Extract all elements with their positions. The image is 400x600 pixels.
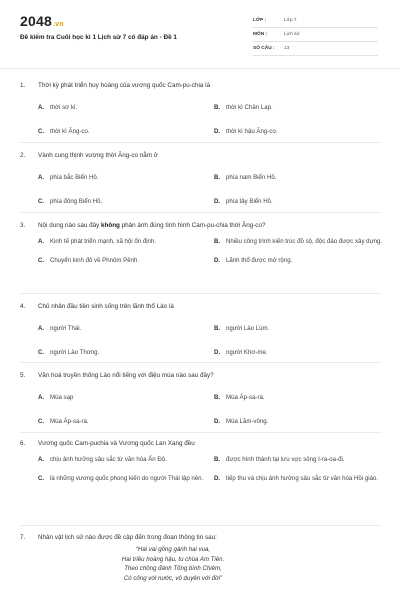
option-letter: B. [214, 394, 221, 401]
option-text: người Lào Thơng. [50, 348, 100, 356]
option-text: Nhiều công trình kiến trúc đồ sộ, độc đáo được xây dựng. [226, 238, 383, 245]
option-letter: A. [38, 174, 45, 181]
question-divider [20, 142, 382, 143]
logo-suffix: .vn [52, 21, 64, 28]
option-d[interactable] [214, 349, 384, 358]
option-text: Múa sạp [50, 394, 74, 401]
info-row-subject [253, 28, 378, 42]
option-letter: A. [38, 104, 45, 111]
options [38, 325, 382, 357]
option-letter: A. [38, 394, 45, 401]
option-b[interactable] [214, 238, 384, 247]
option-b[interactable] [214, 174, 384, 183]
option-letter: C. [38, 474, 45, 482]
question-emphasis: không [101, 222, 120, 229]
options [38, 456, 382, 483]
option-letter: B. [214, 174, 221, 181]
option-d[interactable] [214, 475, 384, 484]
option-letter: D. [214, 474, 221, 482]
option-letter: C. [38, 348, 45, 356]
option-text: phía bắc Biển Hồ. [50, 174, 99, 181]
option-a[interactable] [38, 238, 214, 247]
option-letter: B. [214, 104, 221, 111]
option-letter: D. [214, 417, 221, 425]
option-text: là những vương quốc phong kiến do người Thái lập nên. [50, 474, 204, 482]
option-text: chịu ảnh hưởng sâu sắc từ văn hóa Ấn Độ. [50, 456, 167, 463]
question-number: 6. [20, 440, 26, 447]
info-row-class [253, 14, 378, 28]
option-c[interactable] [38, 257, 214, 266]
question-text: Thời kỳ phát triển huy hoàng của vương quốc Cam-pu-chia là [38, 82, 211, 89]
info-label: SỐ CÂU : [253, 46, 275, 51]
option-letter: A. [38, 456, 45, 463]
option-text: thời sơ kì. [50, 104, 78, 111]
option-text: Kinh tế phát triển mạnh, xã hội ổn định. [50, 238, 157, 245]
option-text: phía nam Biển Hồ. [226, 174, 277, 181]
question-number: 3. [20, 222, 26, 229]
quote-line: Hai triều hoàng hậu, tu chùa Am Tiên. [121, 555, 225, 563]
option-letter: D. [214, 127, 221, 135]
question-text: Nhân vật lịch sử nào được đề cập đến trong đoạn thông tin sau: [38, 534, 217, 541]
poem-quote [38, 545, 308, 583]
option-letter: C. [38, 127, 45, 135]
question-5 [20, 371, 382, 426]
quote-line: Có công với nước, vô duyên với đời” [123, 574, 223, 582]
header-divider [0, 68, 400, 69]
question-divider [20, 432, 382, 433]
option-d[interactable] [214, 198, 384, 207]
question-text: Chủ nhân đầu tiên sinh sống trên lãnh thổ Lào là [38, 303, 174, 310]
option-text: thời kì hậu Ăng-co. [226, 127, 278, 135]
option-letter: B. [214, 238, 221, 245]
doc-title: Đề kiểm tra Cuối học kì 1 Lịch sử 7 có đáp án - Đề 1 [20, 34, 177, 41]
info-label: MÔN : [253, 32, 268, 37]
option-c[interactable] [38, 349, 214, 358]
option-text: người Khơ-me. [226, 348, 268, 356]
question-7 [20, 533, 382, 583]
info-value: 13 [284, 46, 290, 51]
option-b[interactable] [214, 456, 384, 465]
question-2 [20, 151, 382, 206]
question-number: 7. [20, 534, 26, 541]
option-letter: B. [214, 456, 221, 463]
option-a[interactable] [38, 104, 214, 113]
option-c[interactable] [38, 198, 214, 207]
quote-line: Theo chồng đánh Tống bình Chiêm, [124, 565, 222, 572]
option-text: Múa Áp-sa-ra. [226, 394, 265, 401]
option-letter: D. [214, 256, 221, 264]
page-header [0, 0, 400, 70]
question-3 [20, 221, 382, 265]
option-a[interactable] [38, 174, 214, 183]
question-number: 5. [20, 372, 26, 379]
option-letter: B. [214, 325, 221, 332]
question-text-part: Nội dung nào sau đây [38, 222, 102, 229]
question-number: 2. [20, 152, 26, 159]
quote-line: “Hai vai gồng gánh hai vua, [135, 546, 211, 553]
option-letter: A. [38, 325, 45, 332]
question-divider [20, 293, 382, 294]
option-text: phía đông Biển Hồ. [50, 197, 103, 205]
option-d[interactable] [214, 257, 384, 266]
question-text: Vương quốc Cam-puchia và Vương quốc Lan Xang đều [38, 440, 195, 447]
info-value: Lớp 7 [284, 18, 297, 23]
question-6 [20, 439, 382, 483]
option-text: người Thái. [50, 325, 82, 332]
option-letter: D. [214, 197, 221, 205]
option-c[interactable] [38, 475, 214, 484]
option-text: thời kì Ăng-co. [50, 127, 90, 135]
option-letter: D. [214, 348, 221, 356]
option-text: thời kì Chân Lạp. [226, 104, 273, 111]
option-a[interactable] [38, 325, 214, 334]
option-c[interactable] [38, 418, 214, 427]
option-text: Múa Áp-sa-ra. [50, 417, 89, 425]
option-letter: C. [38, 256, 45, 264]
option-text: người Lào Lùm. [226, 325, 270, 332]
question-divider [20, 525, 382, 526]
info-value: Lịch sử [284, 32, 300, 37]
option-text: được hình thành tại lưu vực sông I-ra-oa-đi. [226, 456, 345, 463]
option-c[interactable] [38, 128, 214, 137]
question-text-part: phản ánh đúng tình hình Cam-pu-chia thời Ăng-co? [119, 222, 266, 229]
question-4 [20, 302, 382, 357]
question-number: 1. [20, 82, 26, 89]
option-a[interactable] [38, 456, 214, 465]
option-letter: C. [38, 417, 45, 425]
option-text: Múa Lăm-vông. [226, 417, 269, 425]
info-table [253, 14, 378, 56]
info-row-count [253, 42, 378, 56]
options [38, 104, 382, 136]
option-text: phía tây Biển Hồ. [226, 197, 273, 205]
site-logo[interactable] [20, 13, 64, 29]
option-b[interactable] [214, 104, 384, 113]
question-text [38, 221, 265, 230]
option-b[interactable] [214, 394, 384, 403]
question-divider [20, 212, 382, 213]
options [38, 174, 382, 206]
option-text: Lãnh thổ được mở rộng. [226, 256, 293, 264]
info-label: LỚP : [253, 18, 267, 23]
logo-main: 2048 [20, 13, 52, 29]
question-text: Văn hoá truyền thống Lào nổi tiếng với điệu múa nào sau đây? [38, 372, 214, 379]
option-letter: C. [38, 197, 45, 205]
question-divider [20, 362, 382, 363]
option-text: Chuyển kinh đô về Phnôm Pênh. [50, 256, 140, 264]
question-text: Vành cung thịnh vượng thời Ăng-co nằm ở [38, 152, 158, 159]
option-a[interactable] [38, 394, 214, 403]
question-1 [20, 81, 382, 136]
option-d[interactable] [214, 418, 384, 427]
option-text: tiếp thu và chịu ảnh hưởng sâu sắc từ văn hóa Hồi giáo. [226, 474, 379, 482]
question-number: 4. [20, 303, 26, 310]
option-d[interactable] [214, 128, 384, 137]
option-letter: A. [38, 238, 45, 245]
option-b[interactable] [214, 325, 384, 334]
options [38, 238, 382, 265]
options [38, 394, 382, 426]
